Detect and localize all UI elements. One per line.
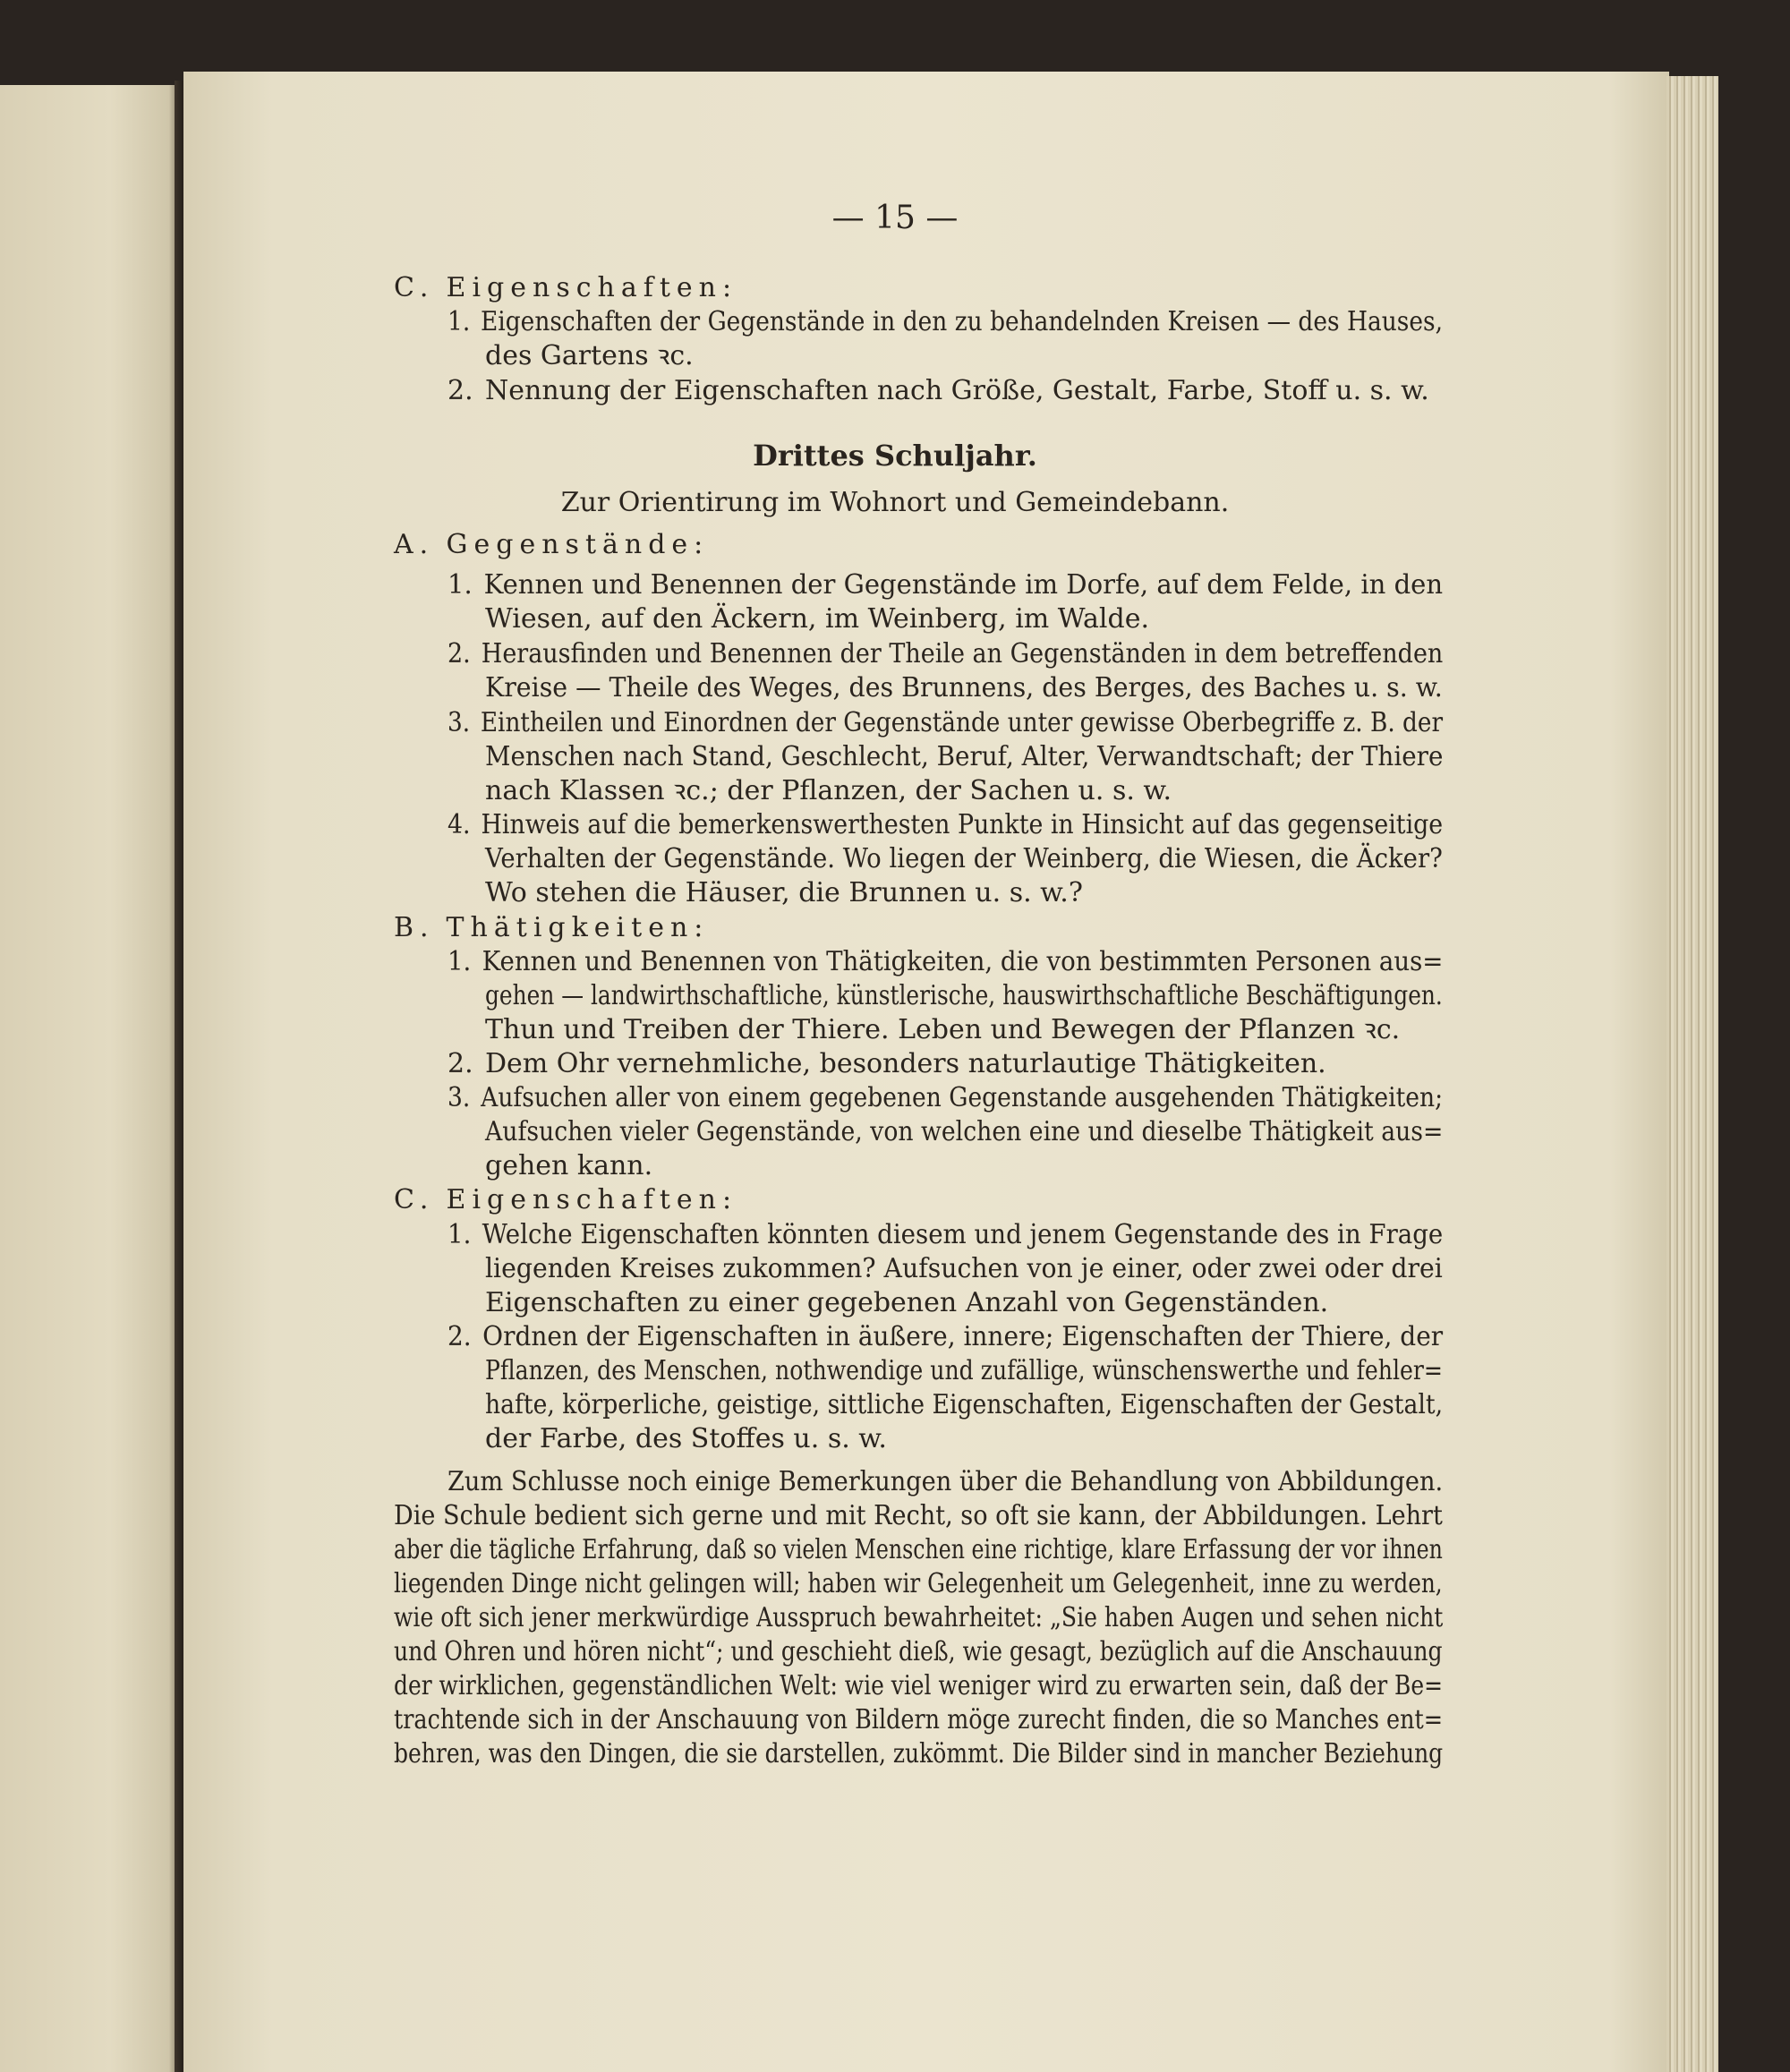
- list-item: 2. Ordnen der Eigenschaften in äußere, innere; Eigenschaften der Thiere, der: [448, 1321, 1444, 1352]
- list-item-continuation: gehen kann.: [485, 1150, 653, 1181]
- paragraph-line: wie oft sich jener merkwürdige Ausspruch bewahrheitet: „Sie haben Augen und sehen nicht: [394, 1602, 1444, 1633]
- section-heading-b: B. Thätigkeiten:: [394, 912, 710, 943]
- paragraph-line: trachtende sich in der Anschauung von Bildern möge zurecht finden, die so Manches ent=: [394, 1704, 1444, 1735]
- list-item-continuation: nach Klassen ꝛc.; der Pflanzen, der Sachen u. s. w.: [485, 775, 1172, 806]
- list-item: 4. Hinweis auf die bemerkenswerthesten Punkte in Hinsicht auf das gegenseitige: [448, 809, 1444, 840]
- list-item-continuation: Menschen nach Stand, Geschlecht, Beruf, Alter, Verwandtschaft; der Thiere: [485, 741, 1444, 772]
- list-item: 1. Eigenschaften der Gegenstände in den zu behandelnden Kreisen — des Hauses,: [448, 306, 1443, 337]
- list-item-continuation: der Farbe, des Stoffes u. s. w.: [485, 1423, 887, 1454]
- list-item: 1. Kennen und Benennen der Gegenstände im Dorfe, auf dem Felde, in den: [448, 569, 1444, 601]
- list-item: 3. Aufsuchen aller von einem gegebenen Gegenstande ausgehenden Thätigkeiten;: [448, 1082, 1444, 1113]
- list-item-continuation: liegenden Kreises zukommen? Aufsuchen von je einer, oder zwei oder drei: [485, 1253, 1443, 1284]
- paragraph-line: aber die tägliche Erfahrung, daß so vielen Menschen eine richtige, klare Erfassung der vor ihnen: [394, 1534, 1443, 1565]
- list-item-continuation: Wiesen, auf den Äckern, im Weinberg, im Walde.: [485, 603, 1149, 635]
- chapter-title: Drittes Schuljahr.: [753, 439, 1037, 473]
- chapter-subtitle: Zur Orientirung im Wohnort und Gemeindebann.: [560, 487, 1230, 518]
- section-heading-c: C. Eigenschaften:: [394, 272, 738, 303]
- page-edges: [1666, 76, 1718, 2072]
- section-heading-a: A. Gegenstände:: [394, 529, 710, 560]
- paragraph-line: und Ohren und hören nicht“; und geschieht dieß, wie gesagt, bezüglich auf die Anschauung: [394, 1636, 1443, 1667]
- paragraph-line: der wirklichen, gegenständlichen Welt: wie viel weniger wird zu erwarten sein, daß der Be=: [394, 1670, 1443, 1701]
- list-item: 3. Eintheilen und Einordnen der Gegenstände unter gewisse Oberbegriffe z. B. der: [448, 707, 1444, 738]
- paragraph-line: Zum Schlusse noch einige Bemerkungen über die Behandlung von Abbildungen.: [448, 1466, 1444, 1497]
- list-item-continuation: Eigenschaften zu einer gegebenen Anzahl von Gegenständen.: [485, 1287, 1329, 1318]
- list-item-continuation: Pflanzen, des Menschen, nothwendige und zufällige, wünschenswerthe und fehler=: [485, 1355, 1443, 1386]
- list-item-continuation: Thun und Treiben der Thiere. Leben und Bewegen der Pflanzen ꝛc.: [485, 1014, 1401, 1045]
- list-item: 1. Kennen und Benennen von Thätigkeiten, die von bestimmten Personen aus=: [448, 946, 1444, 977]
- list-item-continuation: des Gartens ꝛc.: [485, 340, 694, 371]
- list-item: 1. Welche Eigenschaften könnten diesem und jenem Gegenstande des in Frage: [448, 1219, 1444, 1250]
- paragraph-line: liegenden Dinge nicht gelingen will; haben wir Gelegenheit um Gelegenheit, inne zu werden,: [394, 1568, 1443, 1599]
- list-item-continuation: Kreise — Theile des Weges, des Brunnens, des Berges, des Baches u. s. w.: [485, 672, 1443, 703]
- list-item: 2. Nennung der Eigenschaften nach Größe, Gestalt, Farbe, Stoff u. s. w.: [448, 375, 1429, 406]
- list-item-continuation: gehen — landwirthschaftliche, künstlerische, hauswirthschaftliche Beschäftigungen.: [485, 980, 1443, 1011]
- left-page-edge: [0, 85, 183, 2072]
- paragraph-line: Die Schule bedient sich gerne und mit Recht, so oft sie kann, der Abbildungen. Lehrt: [394, 1500, 1443, 1531]
- list-item-continuation: hafte, körperliche, geistige, sittliche Eigenschaften, Eigenschaften der Gestalt,: [485, 1389, 1444, 1420]
- list-item-continuation: Aufsuchen vieler Gegenstände, von welchen eine und dieselbe Thätigkeit aus=: [485, 1116, 1444, 1147]
- list-item: 2. Dem Ohr vernehmliche, besonders naturlautige Thätigkeiten.: [448, 1048, 1326, 1079]
- list-item-continuation: Verhalten der Gegenstände. Wo liegen der Weinberg, die Wiesen, die Äcker?: [485, 843, 1443, 874]
- list-item-continuation: Wo stehen die Häuser, die Brunnen u. s. w.?: [485, 877, 1083, 908]
- section-heading-c: C. Eigenschaften:: [394, 1184, 738, 1215]
- page-number: — 15 —: [831, 200, 959, 236]
- paragraph-line: behren, was den Dingen, die sie darstellen, zukömmt. Die Bilder sind in mancher Beziehung: [394, 1738, 1444, 1769]
- list-item: 2. Herausfinden und Benennen der Theile an Gegenständen in dem betreffenden: [448, 638, 1444, 669]
